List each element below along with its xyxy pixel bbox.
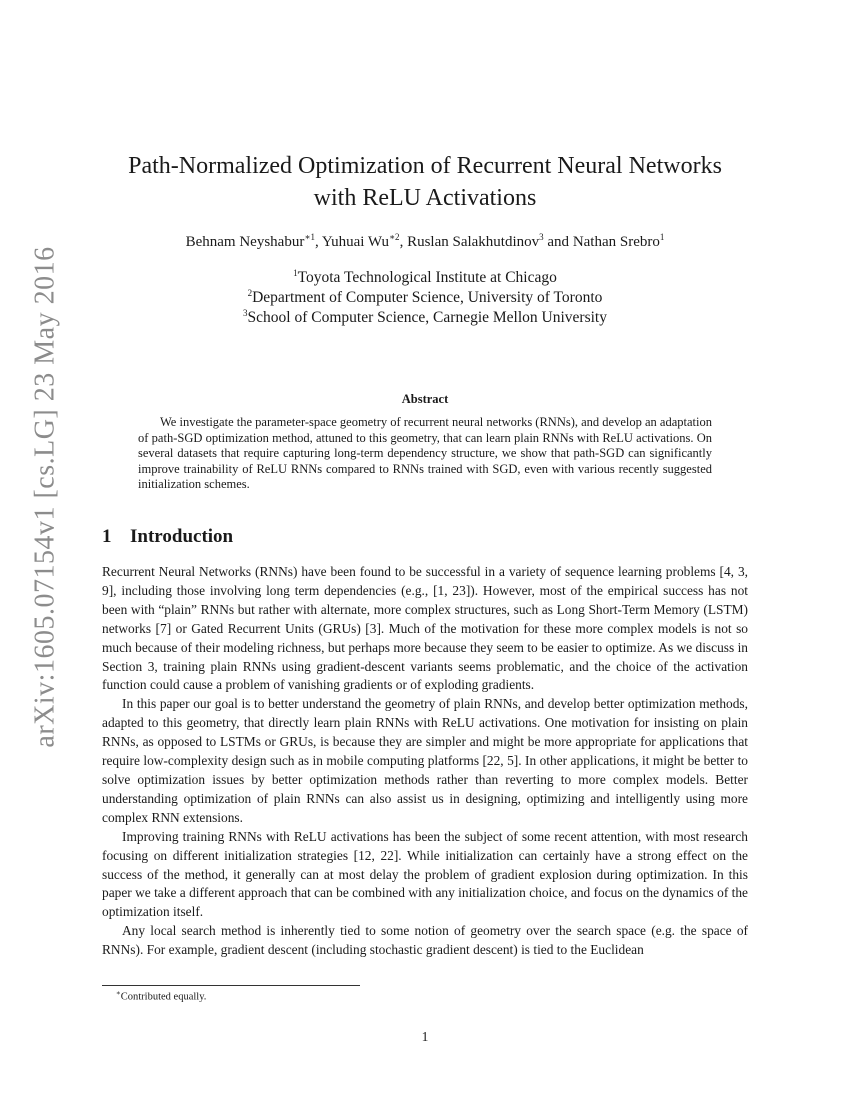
paper-title: [60, 150, 790, 214]
affiliations: [60, 268, 790, 328]
title-line-2: with ReLU Activations: [313, 185, 537, 211]
affiliation-line: [60, 288, 790, 308]
author-separator: ,: [314, 234, 322, 250]
affiliation-text: School of Computer Science, Carnegie Mellon University: [247, 309, 607, 326]
section-heading: [102, 526, 233, 548]
footnote-mark: ∗: [116, 989, 121, 997]
affiliation-line: [60, 268, 790, 288]
page-number: 1: [421, 1029, 429, 1044]
author-name: Nathan Srebro: [572, 234, 660, 250]
affiliation-text: Toyota Technological Institute at Chicago: [297, 269, 557, 286]
section-number: 1: [102, 526, 112, 547]
author-list: [60, 232, 790, 252]
arxiv-stamp: [16, 246, 76, 748]
paragraph: In this paper our goal is to better understand the geometry of plain RNNs, and develop better optimization methods, adapted to this geometry, that directly learn plain RNNs with ReLU activations. One motivation for insisting on plain RNNs, as opposed to LSTMs or GRUs, is because they are simpler and might be more appropriate for applications that require low-complexity design such as in mobile computing platforms [22, 5]. In other applications, it might be better to solve optimization issues by better optimization methods rather than reverting to more complex models. Better understanding optimization of plain RNNs can also assist us in designing, optimizing and intelligently using more complex RNN extensions.: [102, 696, 748, 825]
paragraph: Improving training RNNs with ReLU activations has been the subject of some recent attention, with most research focusing on different initialization strategies [12, 22]. While initialization can certainly have a strong effect on the success of the method, it generally can at most delay the problem of gradient explosion during optimization. In this paper we take a different approach that can be combined with any initialization choice, and focus on the dynamics of the optimization itself.: [102, 828, 748, 920]
author-mark: ∗2: [388, 232, 400, 242]
author-mark: 1: [659, 232, 665, 242]
author-conjunction: and: [543, 234, 573, 250]
affiliation-text: Department of Computer Science, University of Toronto: [252, 289, 603, 306]
author-mark: ∗1: [304, 232, 315, 242]
abstract-heading: Abstract: [401, 392, 449, 406]
section-title: Introduction: [130, 526, 234, 547]
author-mark: 3: [539, 232, 544, 242]
affiliation-mark: 3: [243, 307, 248, 318]
author-name: Yuhuai Wu: [321, 234, 389, 250]
abstract-text: We investigate the parameter-space geometry of recurrent neural networks (RNNs), and develop an adaptation of path-SGD optimization method, attuned to this geometry, that can learn plain RNNs with ReLU activations. On several datasets that require capturing long-term dependency structure, we show that path-SGD can significantly improve trainability of ReLU RNNs compared to RNNs trained with SGD, even with various recently suggested initialization schemes.: [138, 415, 712, 492]
affiliation-mark: 1: [293, 267, 298, 278]
paragraph: Any local search method is inherently tied to some notion of geometry over the search space (e.g. the space of RNNs). For example, gradient descent (including stochastic gradient descent) is tied to the Euclidean: [102, 923, 748, 958]
affiliation-line: [60, 308, 790, 328]
author-separator: ,: [399, 234, 408, 250]
affiliation-mark: 2: [247, 287, 253, 298]
footnote-rule: [102, 985, 360, 986]
footnote: [116, 989, 206, 1003]
title-line-1: Path-Normalized Optimization of Recurrent Neural Networks: [128, 153, 722, 179]
body-text: [102, 563, 748, 960]
footnote-text: Contributed equally.: [120, 991, 207, 1003]
paragraph: Recurrent Neural Networks (RNNs) have been found to be successful in a variety of sequence learning problems [4, 3, 9], including those involving long term dependencies (e.g., [1, 23]). However, most of the empirical success has not been with “plain” RNNs but rather with alternate, more complex structures, such as Long Short-Term Memory (LSTM) networks [7] or Gated Recurrent Units (GRUs) [3]. Much of the motivation for these more complex models is not so much because of their modeling richness, but perhaps more because they seem to be easier to optimize. As we discuss in Section 3, training plain RNNs using gradient-descent variants seems problematic, and the choice of the activation function could cause a problem of vanishing gradients or of exploding gradients.: [102, 564, 748, 693]
author-name: Ruslan Salakhutdinov: [407, 234, 540, 250]
arxiv-stamp-text: arXiv:1605.07154v1 [cs.LG] 23 May 2016: [30, 246, 61, 748]
author-name: Behnam Neyshabur: [185, 234, 305, 250]
